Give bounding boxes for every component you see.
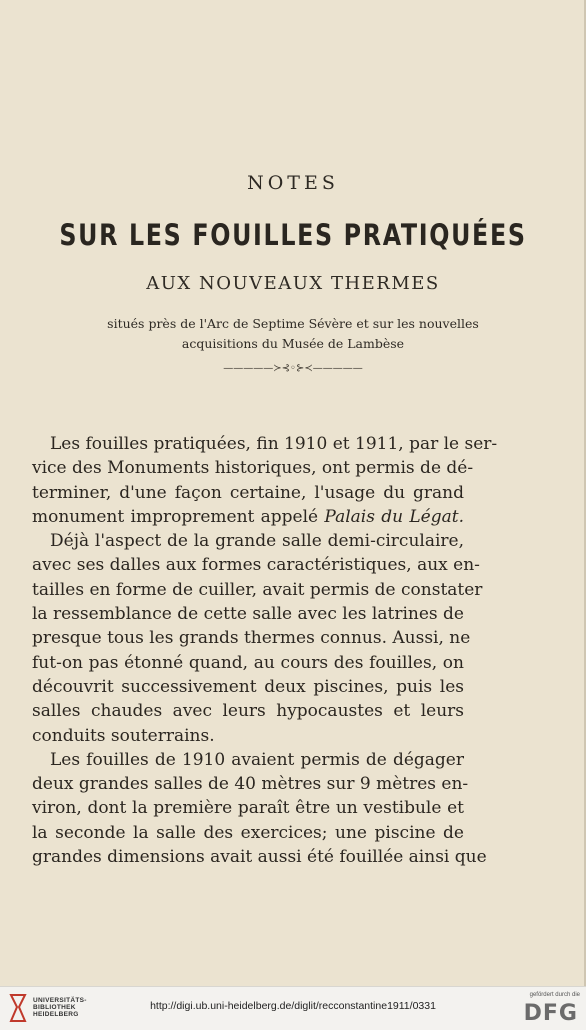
text-line: la seconde la salle des exercices; une piscine de bbox=[32, 822, 464, 843]
page-title: SUR LES FOUILLES PRATIQUÉES bbox=[59, 218, 527, 252]
text-line: conduits souterrains. bbox=[32, 725, 215, 746]
description-line-1: situés près de l'Arc de Septime Sévère et sur les nouvelles bbox=[107, 316, 479, 331]
section-label-notes: NOTES bbox=[247, 172, 339, 194]
text-line: grandes dimensions avait aussi été fouillée ainsi que bbox=[32, 847, 487, 868]
italic-term: Palais du Légat. bbox=[324, 506, 465, 527]
text-line: presque tous les grands thermes connus. Aussi, ne bbox=[32, 628, 471, 649]
page-subtitle: AUX NOUVEAUX THERMES bbox=[146, 273, 440, 294]
text-line: fut-on pas étonné quand, au cours des fouilles, on bbox=[32, 652, 464, 673]
text-line-part: monument improprement appelé bbox=[32, 506, 319, 527]
institution-line-3: HEIDELBERG bbox=[33, 1011, 79, 1018]
source-url-link[interactable]: http://digi.ub.uni-heidelberg.de/diglit/recconstantine1911/0331 bbox=[150, 1000, 436, 1012]
institution-line-2: BIBLIOTHEK bbox=[33, 1004, 76, 1011]
funding-label: gefördert durch die bbox=[529, 992, 580, 998]
text-line: découvrit successivement deux piscines, puis les bbox=[32, 676, 464, 697]
text-line: vice des Monuments historiques, ont permis de dé- bbox=[32, 458, 474, 479]
dfg-logo[interactable]: DFG bbox=[523, 1001, 578, 1026]
title-description bbox=[30, 314, 556, 354]
text-line: la ressemblance de cette salle avec les latrines de bbox=[32, 604, 464, 625]
text-line: Déjà l'aspect de la grande salle demi-circulaire, bbox=[50, 531, 464, 552]
description-line-2: acquisitions du Musée de Lambèse bbox=[181, 336, 405, 351]
institution-line-1: UNIVERSITÄTS- bbox=[33, 997, 87, 1004]
body-text bbox=[32, 432, 498, 869]
text-line: Les fouilles pratiquées, fin 1910 et 1911, par le ser- bbox=[50, 434, 498, 454]
text-line: avec ses dalles aux formes caractéristiques, aux en- bbox=[32, 555, 480, 576]
text-line bbox=[32, 505, 464, 529]
text-line: Les fouilles de 1910 avaient permis de dégager bbox=[50, 749, 464, 770]
ornament-divider: —————≻⊰◦⊱≺————— bbox=[223, 363, 363, 374]
text-line: deux grandes salles de 40 mètres sur 9 mètres en- bbox=[32, 774, 469, 795]
text-line: tailles en forme de cuiller, avait permis de constater bbox=[32, 579, 483, 600]
text-line: salles chaudes avec leurs hypocaustes et leurs bbox=[32, 701, 464, 722]
text-line: terminer, d'une façon certaine, l'usage du grand bbox=[32, 482, 464, 503]
text-line: viron, dont la première paraît être un vestibule et bbox=[32, 798, 464, 819]
footer-bar bbox=[0, 986, 586, 1030]
